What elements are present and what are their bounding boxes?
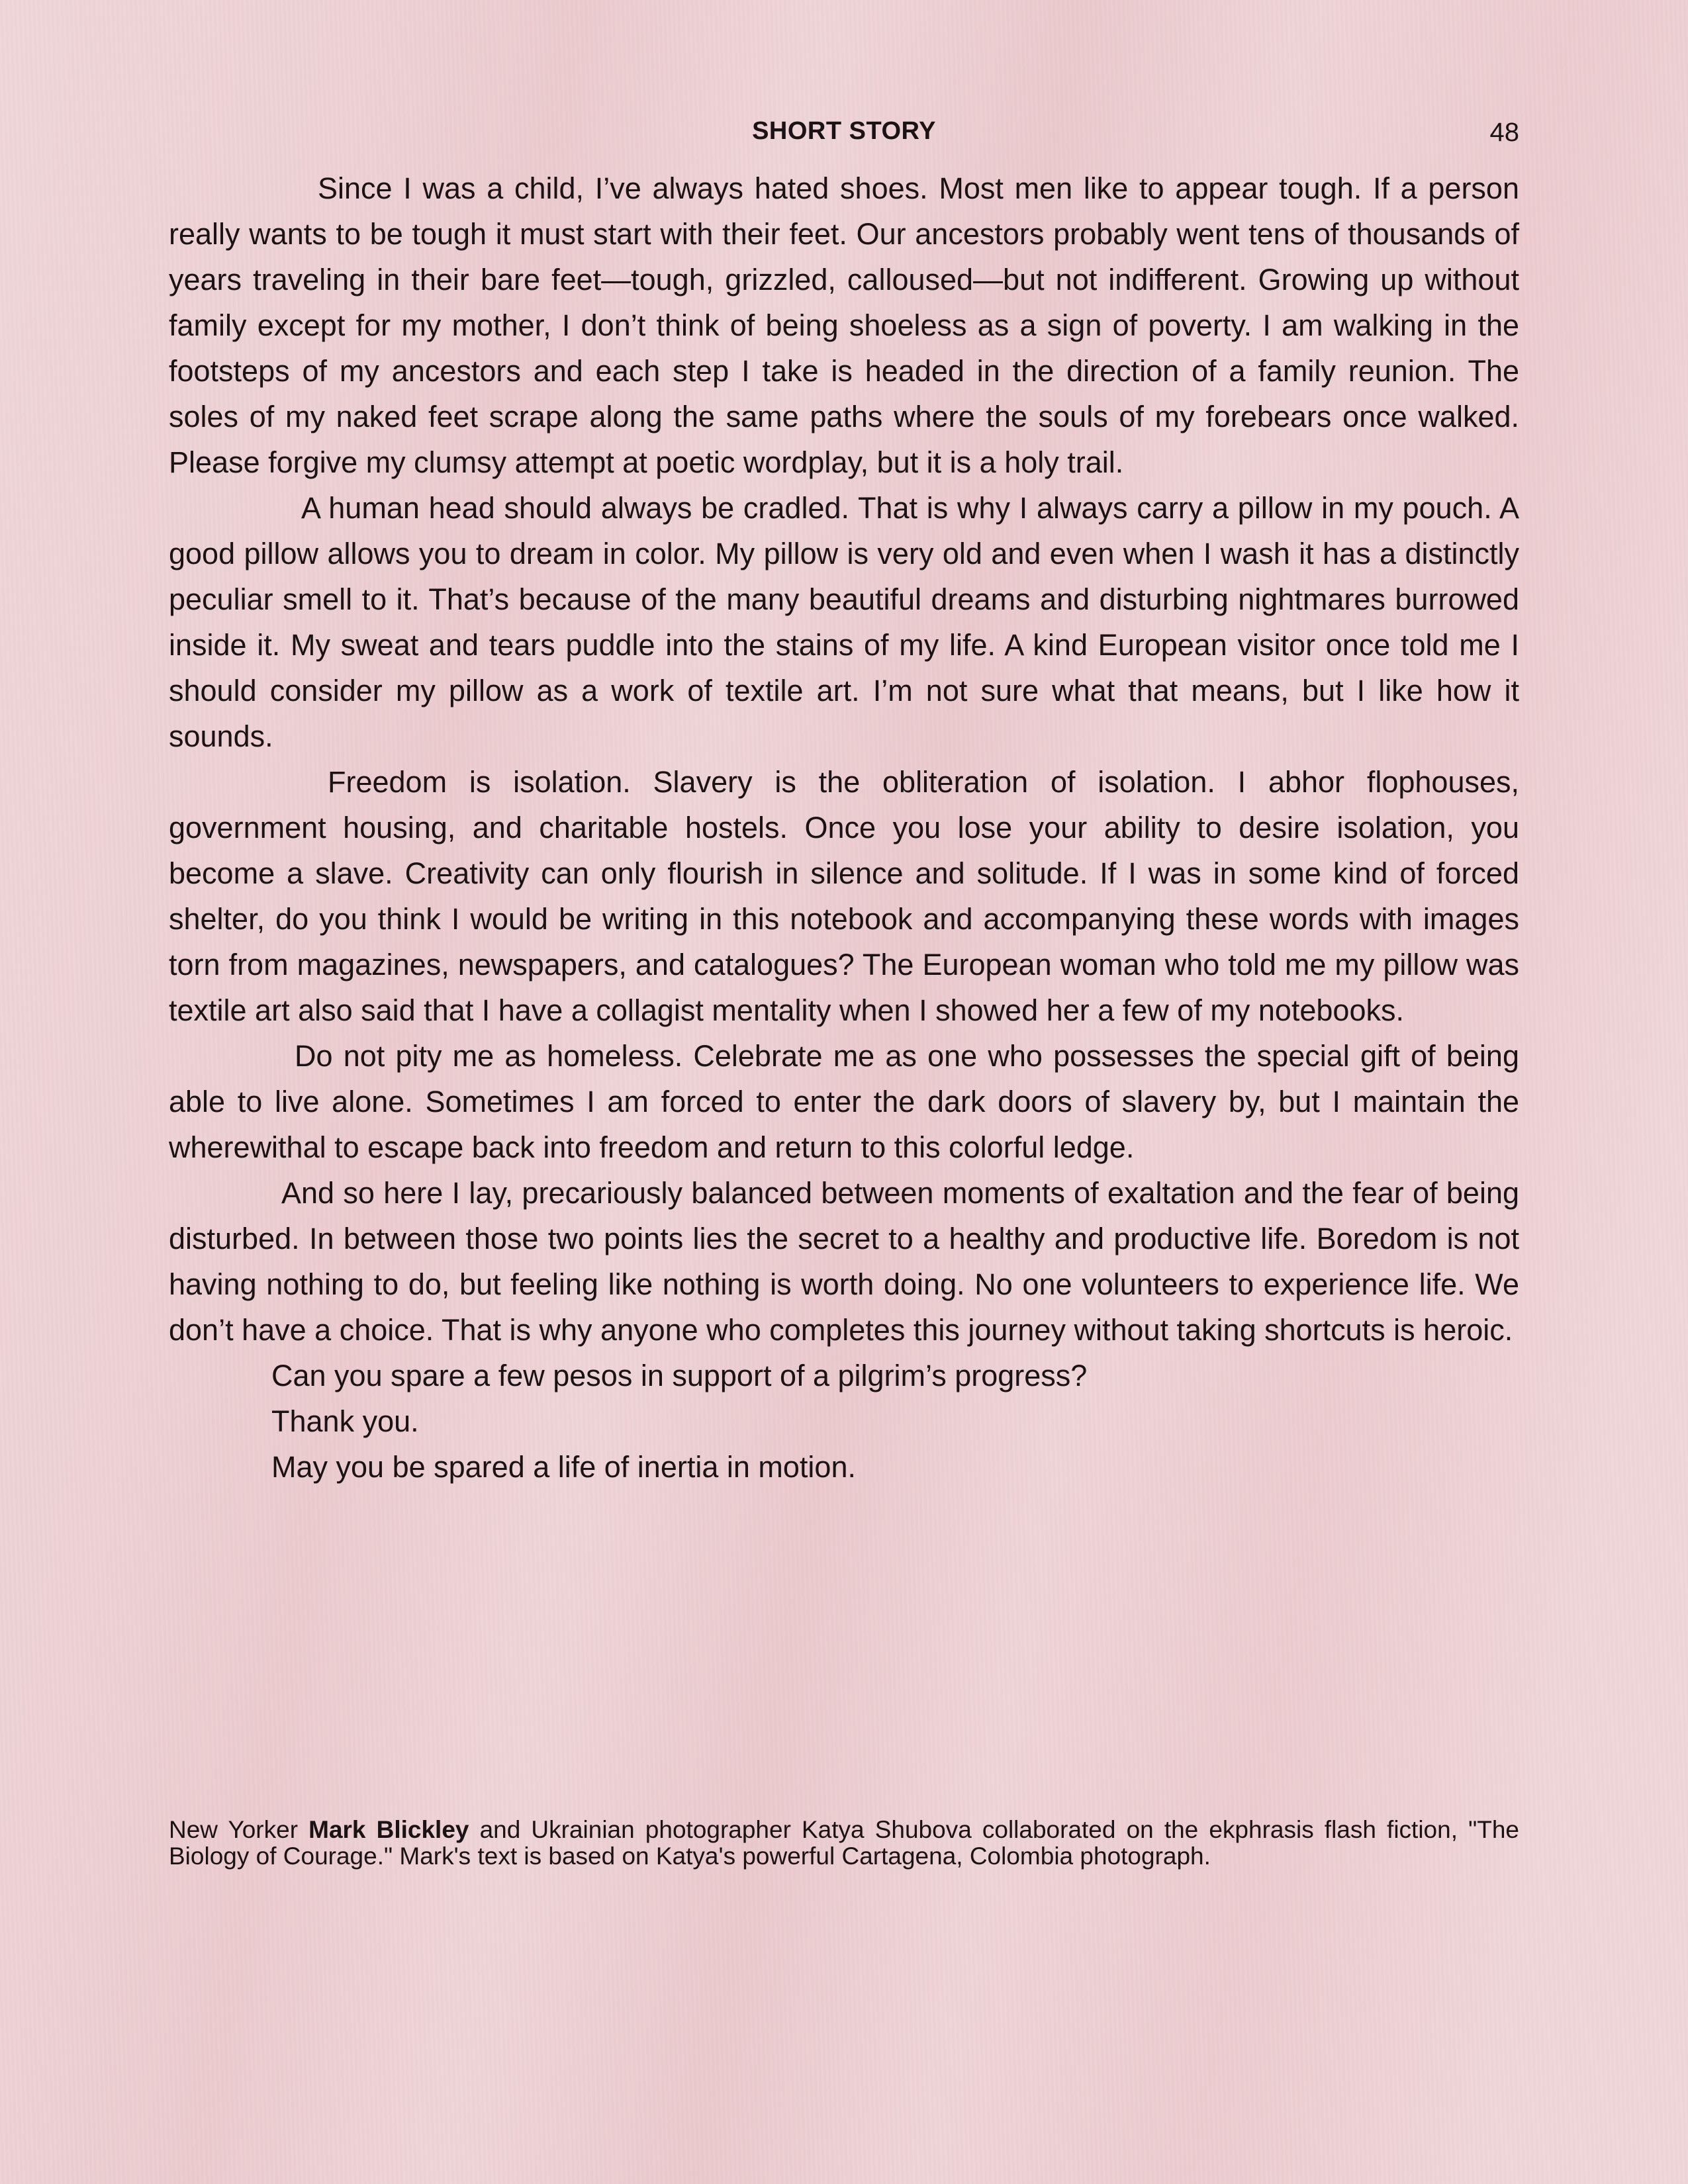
section-title: SHORT STORY bbox=[752, 117, 936, 145]
author-name: Mark Blickley bbox=[308, 1816, 469, 1843]
author-bio bbox=[169, 1817, 1519, 1870]
closing-line-2: Thank you. bbox=[271, 1404, 419, 1438]
magazine-page bbox=[169, 0, 1519, 2184]
page-header bbox=[169, 113, 1519, 152]
story-paragraph-2: A human head should always be cradled. That is why I always carry a pillow in my pouch. A good pillow allows you to dream in color. My pillow is very old and even when I wash it has a distinctly peculiar smell to it. That’s because of the many beautiful dreams and disturbing nightmares burrowed inside it. My sweat and tears puddle into the stains of my life. A kind European visitor once told me I should consider my pillow as a work of textile art. I’m not sure what that means, but I like how it sounds. bbox=[169, 491, 1519, 753]
page-number: 48 bbox=[1489, 118, 1519, 147]
bio-suffix: and Ukrainian photographer Katya Shubova collaborated on the ekphrasis flash fiction, "The Biology of Courage." Mark's text is based on Katya's powerful Cartagena, Colombia photograph. bbox=[169, 1816, 1519, 1870]
closing-line-1: Can you spare a few pesos in support of a pilgrim’s progress? bbox=[271, 1359, 1088, 1392]
story-paragraph-1: Since I was a child, I’ve always hated shoes. Most men like to appear tough. If a person really wants to be tough it must start with their feet. Our ancestors probably went tens of thousands of years traveling in their bare feet—tough, grizzled, calloused—but not indifferent. Growing up without family except for my mother, I don’t think of being shoeless as a sign of poverty. I am walking in the footsteps of my ancestors and each step I take is headed in the direction of a family reunion. The soles of my naked feet scrape along the same paths where the souls of my forebears once walked. Please forgive my clumsy attempt at poetic wordplay, but it is a holy trail. bbox=[169, 171, 1519, 479]
closing-line-3: May you be spared a life of inertia in motion. bbox=[271, 1450, 856, 1484]
story-paragraph-3: Freedom is isolation. Slavery is the obliteration of isolation. I abhor flophouses, government housing, and charitable hostels. Once you lose your ability to desire isolation, you become a slave. Creativity can only flourish in silence and solitude. If I was in some kind of forced shelter, do you think I would be writing in this notebook and accompanying these words with images torn from magazines, newspapers, and catalogues? The European woman who told me my pillow was textile art also said that I have a collagist mentality when I showed her a few of my notebooks. bbox=[169, 765, 1519, 1027]
story-paragraph-5: And so here I lay, precariously balanced between moments of exaltation and the fear of being disturbed. In between those two points lies the secret to a healthy and productive life. Boredom is not having nothing to do, but feeling like nothing is worth doing. No one volunteers to experience life. We don’t have a choice. That is why anyone who completes this journey without taking shortcuts is heroic. bbox=[169, 1176, 1519, 1347]
story-paragraph-4: Do not pity me as homeless. Celebrate me as one who possesses the special gift of being able to live alone. Sometimes I am forced to enter the dark doors of slavery by, but I maintain the wherewithal to escape back into freedom and return to this colorful ledge. bbox=[169, 1039, 1519, 1164]
bio-prefix: New Yorker bbox=[169, 1816, 309, 1843]
story-body bbox=[169, 165, 1519, 1490]
